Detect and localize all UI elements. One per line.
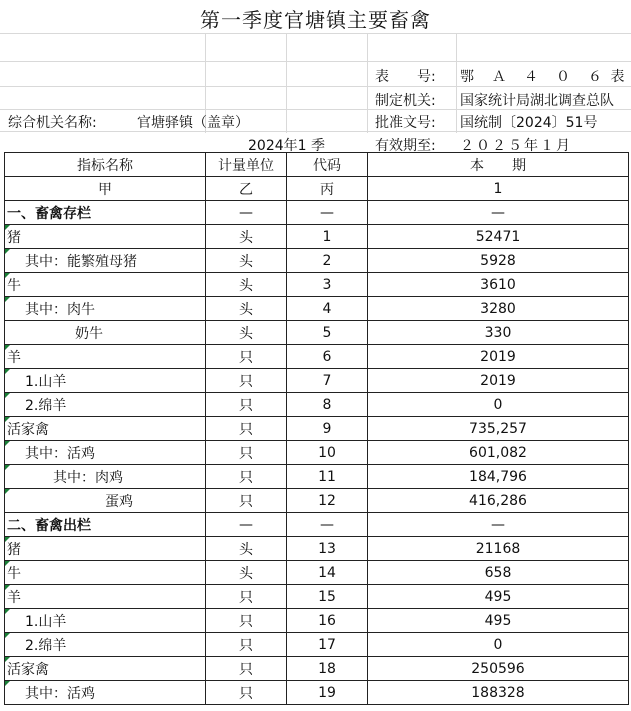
row-name-cell-text: 1.山羊 (25, 373, 67, 390)
row-code-cell-text: 2 (322, 252, 332, 269)
row-code-cell (287, 201, 368, 225)
row-name-cell (5, 345, 206, 369)
row-value-cell-text: 3280 (480, 300, 516, 317)
table-row (5, 273, 629, 297)
row-unit-cell-text: 只 (239, 445, 253, 462)
row-code-cell (287, 513, 368, 537)
row-name-cell-text: 蛋鸡 (105, 493, 133, 510)
livestock-table (4, 152, 629, 705)
subheader-unit: 乙 (206, 177, 287, 201)
row-name-cell (5, 441, 206, 465)
row-value-cell (368, 489, 629, 513)
row-name-cell-text: 一、畜禽存栏 (7, 205, 91, 222)
row-unit-cell-text: — (239, 204, 253, 221)
cell-marker-icon (5, 225, 10, 230)
row-unit-cell-text: 只 (239, 613, 253, 630)
row-name-cell (5, 609, 206, 633)
row-code-cell-text: — (320, 204, 334, 221)
row-code-cell (287, 465, 368, 489)
cell-marker-icon (5, 561, 10, 566)
row-unit-cell (206, 513, 287, 537)
table-row (5, 513, 629, 537)
row-value-cell-text: 188328 (471, 684, 525, 701)
row-code-cell (287, 441, 368, 465)
row-value-cell-text: 2019 (480, 348, 516, 365)
row-name-cell-text: 其中：肉鸡 (53, 469, 123, 486)
row-value-cell (368, 681, 629, 705)
gridline (0, 61, 631, 62)
table-row (5, 393, 629, 417)
row-unit-cell-text: 只 (239, 421, 253, 438)
row-code-cell-text: — (320, 516, 334, 533)
cell-marker-icon (5, 345, 10, 350)
row-code-cell (287, 561, 368, 585)
row-unit-cell-text: 只 (239, 469, 253, 486)
row-code-cell (287, 537, 368, 561)
row-name-cell-text: 牛 (7, 277, 21, 294)
row-code-cell-text: 6 (322, 348, 332, 365)
row-name-cell-text: 奶牛 (75, 325, 103, 342)
row-code-cell-text: 13 (318, 540, 336, 557)
row-code-cell-text: 17 (318, 636, 336, 653)
table-row (5, 537, 629, 561)
row-value-cell-text: — (491, 516, 505, 533)
row-code-cell (287, 321, 368, 345)
cell-marker-icon (5, 369, 10, 374)
row-name-cell (5, 657, 206, 681)
row-code-cell (287, 633, 368, 657)
table-row (5, 417, 629, 441)
valid-value: ２０２５年１月 (460, 138, 572, 154)
form-no-value: 鄂 Ａ ４ ０ ６ 表 (460, 69, 627, 85)
table-row (5, 441, 629, 465)
row-name-cell-text: 其中：活鸡 (25, 685, 95, 702)
row-name-cell-text: 2.绵羊 (25, 397, 67, 414)
row-value-cell (368, 561, 629, 585)
form-no-label: 表 号: (375, 69, 436, 85)
gridline (0, 86, 631, 87)
row-value-cell (368, 417, 629, 441)
table-row (5, 225, 629, 249)
row-code-cell-text: 7 (322, 372, 332, 389)
table-row (5, 297, 629, 321)
subheader-code: 丙 (287, 177, 368, 201)
row-code-cell (287, 657, 368, 681)
row-unit-cell-text: 只 (239, 589, 253, 606)
row-value-cell-text: 2019 (480, 372, 516, 389)
row-code-cell-text: 18 (318, 660, 336, 677)
row-unit-cell (206, 441, 287, 465)
row-unit-cell-text: 头 (239, 301, 253, 318)
row-name-cell (5, 417, 206, 441)
row-value-cell (368, 249, 629, 273)
row-name-cell (5, 465, 206, 489)
row-code-cell (287, 417, 368, 441)
row-name-cell-text: 牛 (7, 565, 21, 582)
row-value-cell-text: 601,082 (469, 444, 527, 461)
col-header-value: 本 期 (368, 153, 629, 177)
cell-marker-icon (5, 393, 10, 398)
row-name-cell (5, 369, 206, 393)
issuer-value: 国家统计局湖北调查总队 (460, 93, 614, 109)
cell-marker-icon (5, 417, 10, 422)
col-header-unit: 计量单位 (206, 153, 287, 177)
row-unit-cell-text: — (239, 516, 253, 533)
cell-marker-icon (5, 633, 10, 638)
row-value-cell-text: 3610 (480, 276, 516, 293)
cell-marker-icon (5, 273, 10, 278)
row-code-cell-text: 4 (322, 300, 332, 317)
row-name-cell-text: 1.山羊 (25, 613, 67, 630)
row-value-cell (368, 345, 629, 369)
row-code-cell (287, 369, 368, 393)
header-row (5, 153, 629, 177)
row-unit-cell (206, 681, 287, 705)
cell-marker-icon (5, 249, 10, 254)
gridline (0, 33, 631, 34)
table-row (5, 489, 629, 513)
row-name-cell (5, 297, 206, 321)
row-unit-cell (206, 585, 287, 609)
row-name-cell (5, 273, 206, 297)
row-name-cell-text: 羊 (7, 589, 21, 606)
subheader-value: 1 (368, 177, 629, 201)
row-value-cell-text: 0 (493, 396, 503, 413)
row-unit-cell (206, 489, 287, 513)
row-unit-cell (206, 465, 287, 489)
row-unit-cell (206, 321, 287, 345)
org-value: 官塘驿镇（盖章） (137, 115, 249, 131)
row-code-cell (287, 273, 368, 297)
table-row (5, 321, 629, 345)
row-name-cell-text: 活家禽 (7, 661, 49, 678)
valid-label: 有效期至: (375, 138, 436, 154)
row-name-cell (5, 585, 206, 609)
row-code-cell-text: 3 (322, 276, 332, 293)
row-value-cell (368, 273, 629, 297)
table-row (5, 369, 629, 393)
row-name-cell-text: 活家禽 (7, 421, 49, 438)
subheader-row (5, 177, 629, 201)
row-unit-cell (206, 393, 287, 417)
table-row (5, 585, 629, 609)
row-unit-cell-text: 头 (239, 541, 253, 558)
row-name-cell-text: 其中：活鸡 (25, 445, 95, 462)
row-value-cell (368, 585, 629, 609)
row-unit-cell-text: 头 (239, 277, 253, 294)
subheader-name: 甲 (5, 177, 206, 201)
row-value-cell-text: 5928 (480, 252, 516, 269)
row-value-cell-text: 416,286 (469, 492, 527, 509)
row-unit-cell (206, 249, 287, 273)
row-code-cell (287, 585, 368, 609)
row-value-cell (368, 465, 629, 489)
row-unit-cell-text: 只 (239, 661, 253, 678)
row-code-cell (287, 345, 368, 369)
row-value-cell-text: 250596 (471, 660, 525, 677)
table-row (5, 657, 629, 681)
row-value-cell-text: 52471 (475, 228, 521, 245)
row-value-cell-text: 658 (484, 564, 512, 581)
row-code-cell-text: 16 (318, 612, 336, 629)
cell-marker-icon (5, 441, 10, 446)
row-name-cell (5, 393, 206, 417)
row-name-cell (5, 561, 206, 585)
issuer-label: 制定机关: (375, 93, 436, 109)
row-value-cell (368, 369, 629, 393)
cell-marker-icon (5, 585, 10, 590)
row-code-cell-text: 8 (322, 396, 332, 413)
row-unit-cell (206, 561, 287, 585)
row-code-cell (287, 393, 368, 417)
row-code-cell-text: 14 (318, 564, 336, 581)
row-value-cell (368, 633, 629, 657)
row-unit-cell-text: 只 (239, 397, 253, 414)
col-header-code: 代码 (287, 153, 368, 177)
row-value-cell (368, 657, 629, 681)
row-name-cell (5, 249, 206, 273)
row-value-cell (368, 393, 629, 417)
row-unit-cell-text: 头 (239, 565, 253, 582)
row-unit-cell-text: 头 (239, 325, 253, 342)
table-row (5, 681, 629, 705)
row-code-cell-text: 19 (318, 684, 336, 701)
row-name-cell (5, 633, 206, 657)
table-row (5, 633, 629, 657)
row-value-cell (368, 441, 629, 465)
row-value-cell (368, 201, 629, 225)
col-header-name: 指标名称 (5, 153, 206, 177)
cell-marker-icon (5, 657, 10, 662)
approval-label: 批准文号: (375, 115, 436, 131)
row-code-cell-text: 10 (318, 444, 336, 461)
row-name-cell (5, 537, 206, 561)
row-code-cell (287, 225, 368, 249)
row-unit-cell (206, 273, 287, 297)
table-row (5, 609, 629, 633)
cell-marker-icon (5, 489, 10, 494)
row-name-cell-text: 其中：肉牛 (25, 301, 95, 318)
row-unit-cell (206, 201, 287, 225)
row-unit-cell-text: 只 (239, 349, 253, 366)
cell-marker-icon (5, 297, 10, 302)
row-code-cell (287, 249, 368, 273)
row-name-cell-text: 其中：能繁殖母猪 (25, 253, 137, 270)
row-name-cell-text: 2.绵羊 (25, 637, 67, 654)
row-code-cell (287, 297, 368, 321)
row-unit-cell (206, 417, 287, 441)
row-code-cell-text: 9 (322, 420, 332, 437)
row-name-cell-text: 猪 (7, 541, 21, 558)
row-unit-cell (206, 225, 287, 249)
row-value-cell-text: 184,796 (469, 468, 527, 485)
row-value-cell (368, 321, 629, 345)
row-name-cell (5, 201, 206, 225)
row-value-cell-text: 330 (484, 324, 512, 341)
org-label: 综合机关名称: (8, 115, 97, 131)
row-value-cell-text: — (491, 204, 505, 221)
row-value-cell-text: 495 (484, 588, 512, 605)
row-unit-cell-text: 头 (239, 253, 253, 270)
row-code-cell (287, 489, 368, 513)
row-unit-cell-text: 只 (239, 637, 253, 654)
row-unit-cell-text: 只 (239, 685, 253, 702)
row-unit-cell (206, 297, 287, 321)
row-code-cell-text: 12 (318, 492, 336, 509)
cell-marker-icon (5, 465, 10, 470)
table-row (5, 249, 629, 273)
row-unit-cell-text: 头 (239, 229, 253, 246)
gridline (456, 33, 457, 133)
row-name-cell (5, 321, 206, 345)
row-value-cell (368, 513, 629, 537)
row-value-cell (368, 537, 629, 561)
cell-marker-icon (5, 681, 10, 686)
row-value-cell-text: 0 (493, 636, 503, 653)
row-value-cell (368, 297, 629, 321)
row-name-cell (5, 225, 206, 249)
row-unit-cell (206, 633, 287, 657)
row-name-cell-text: 猪 (7, 229, 21, 246)
row-name-cell (5, 513, 206, 537)
row-unit-cell (206, 345, 287, 369)
page-title: 第一季度官塘镇主要畜禽 (200, 8, 431, 32)
row-name-cell (5, 489, 206, 513)
row-unit-cell-text: 只 (239, 493, 253, 510)
row-unit-cell (206, 657, 287, 681)
cell-marker-icon (5, 537, 10, 542)
period: 2024年1 季 (248, 138, 325, 154)
gridline (286, 33, 287, 133)
gridline (367, 33, 368, 133)
row-value-cell-text: 735,257 (469, 420, 527, 437)
row-unit-cell (206, 537, 287, 561)
row-code-cell-text: 11 (318, 468, 336, 485)
row-code-cell (287, 681, 368, 705)
row-unit-cell-text: 只 (239, 373, 253, 390)
table-row (5, 201, 629, 225)
row-unit-cell (206, 609, 287, 633)
row-value-cell-text: 21168 (475, 540, 521, 557)
table-row (5, 561, 629, 585)
row-code-cell-text: 5 (322, 324, 332, 341)
row-code-cell-text: 1 (322, 228, 332, 245)
row-name-cell-text: 羊 (7, 349, 21, 366)
table-row (5, 465, 629, 489)
row-value-cell (368, 225, 629, 249)
row-name-cell (5, 681, 206, 705)
table-row (5, 345, 629, 369)
row-name-cell-text: 二、畜禽出栏 (7, 517, 91, 534)
row-value-cell (368, 609, 629, 633)
row-unit-cell (206, 369, 287, 393)
cell-marker-icon (5, 609, 10, 614)
approval-value: 国统制〔2024〕51号 (460, 115, 598, 131)
row-code-cell (287, 609, 368, 633)
row-value-cell-text: 495 (484, 612, 512, 629)
row-code-cell-text: 15 (318, 588, 336, 605)
